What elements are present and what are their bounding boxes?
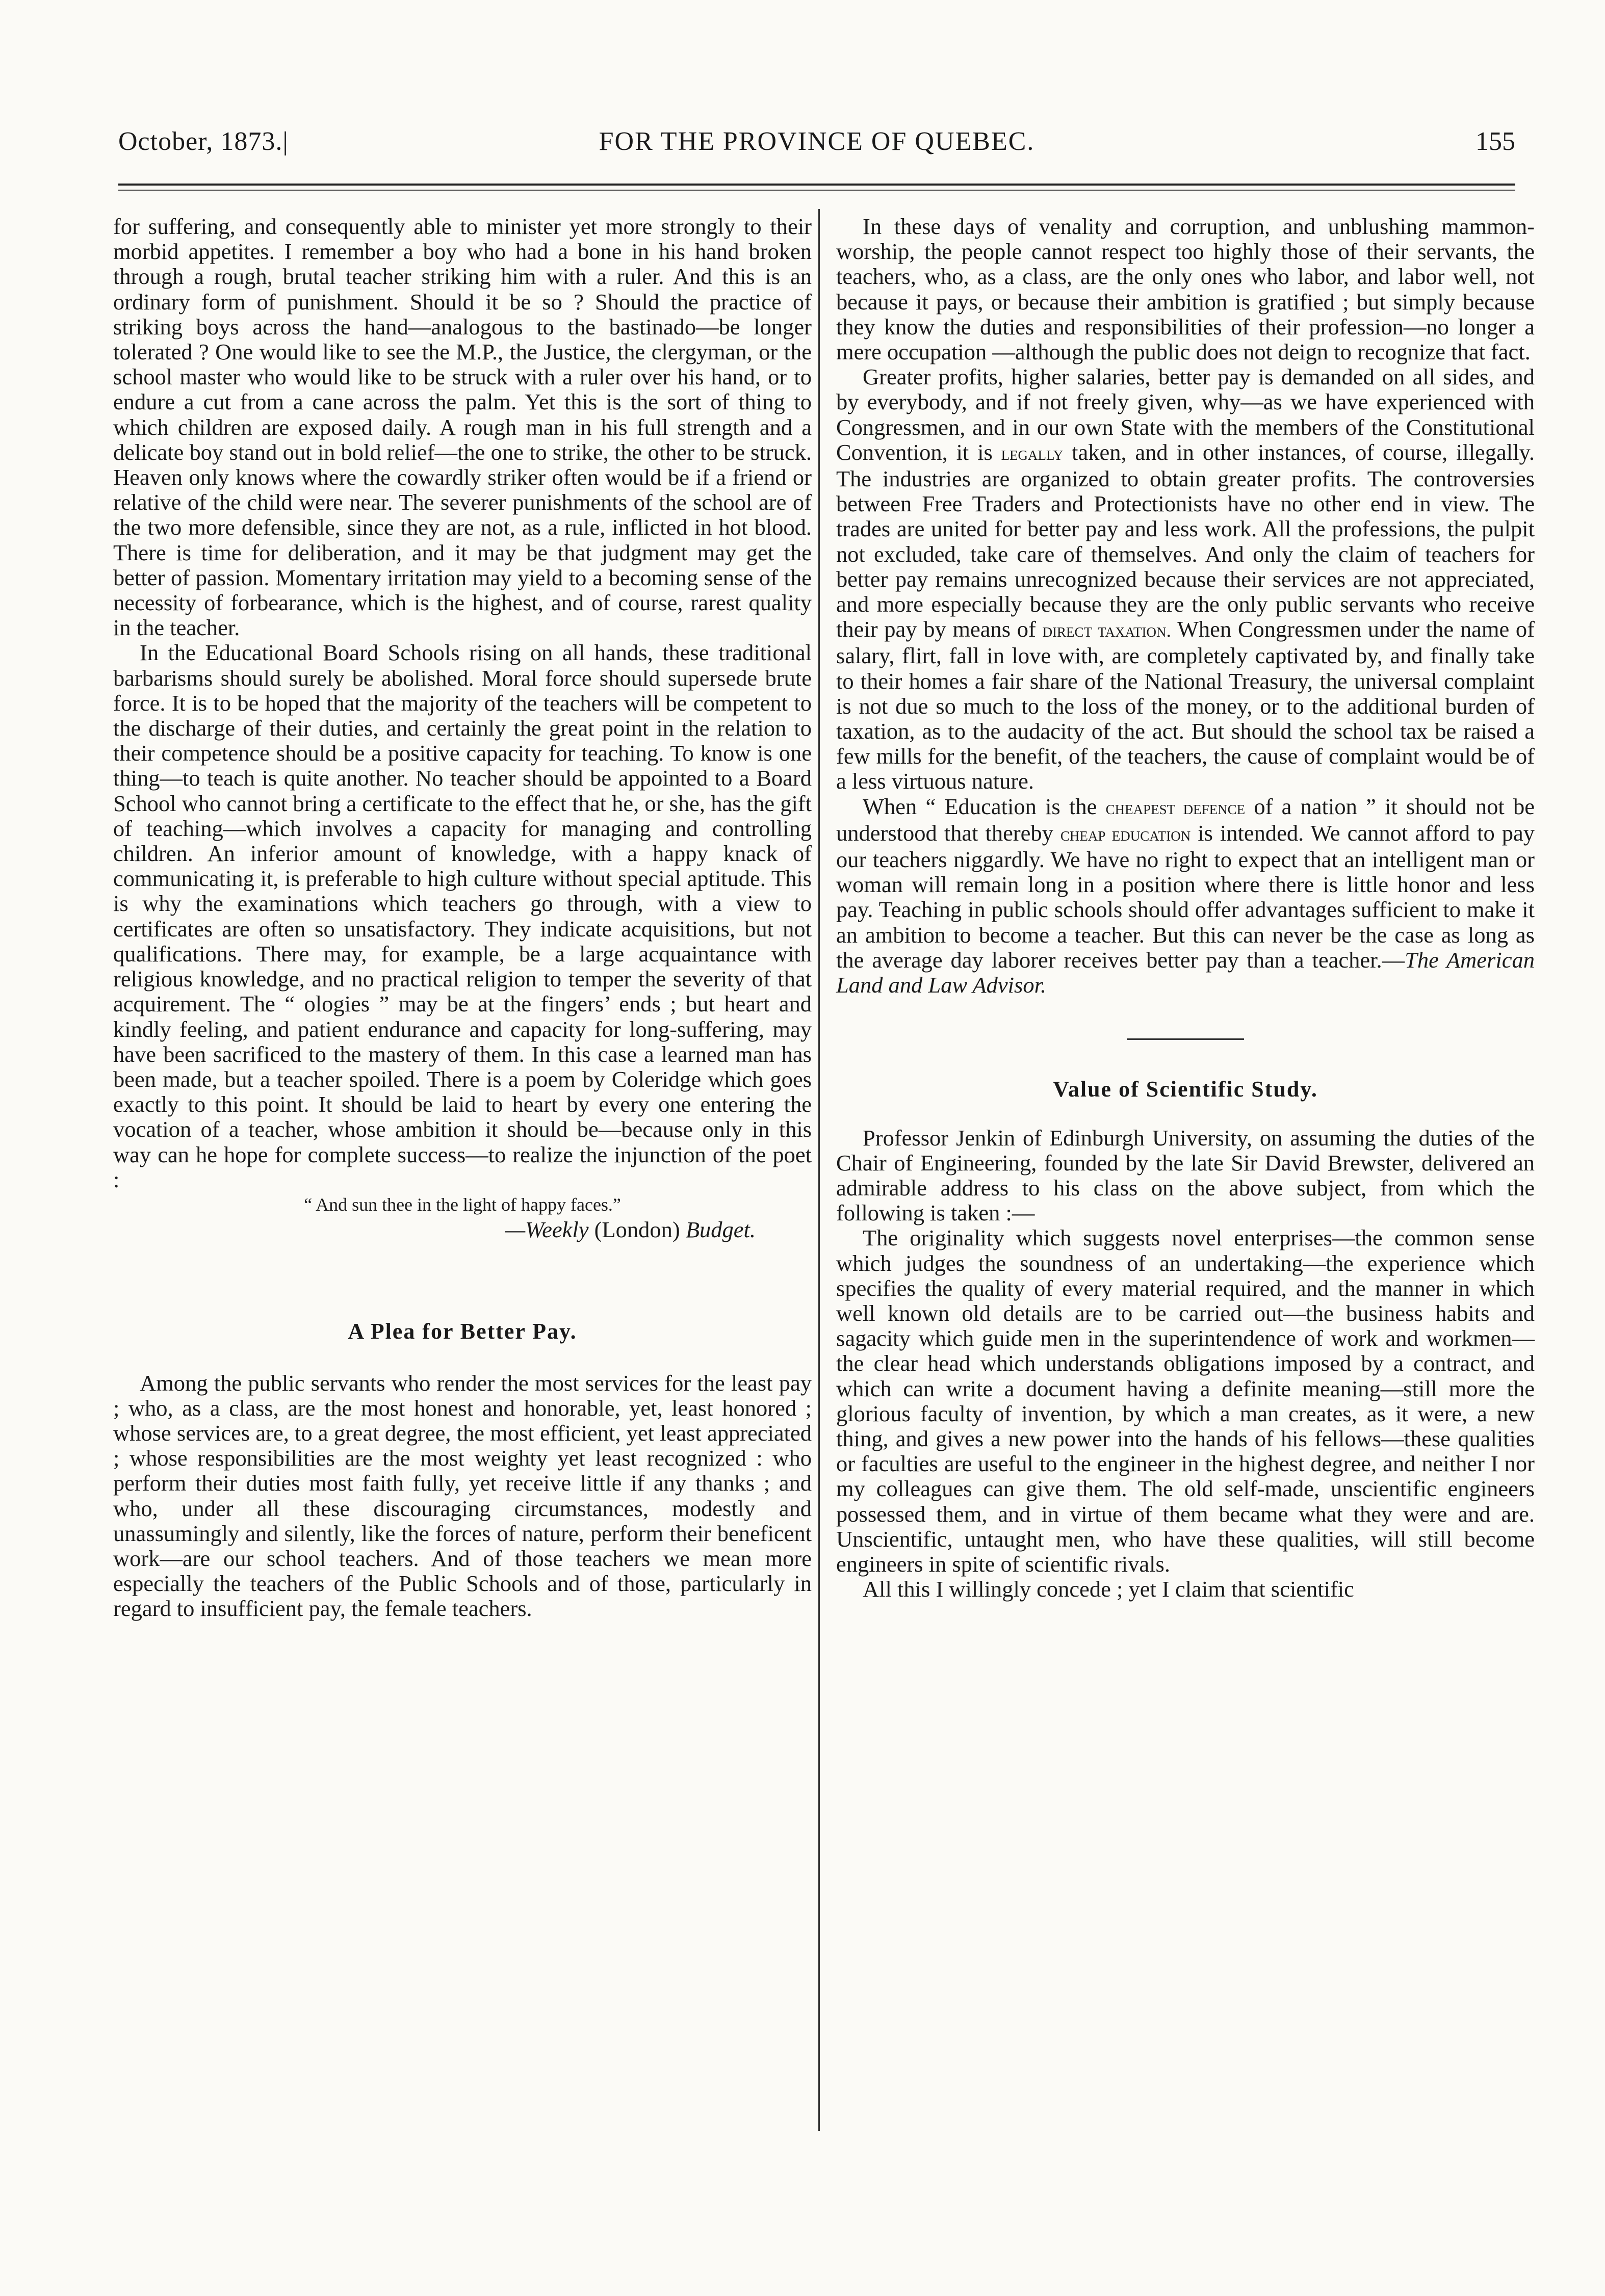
header-rule [118,184,1515,186]
small-caps-text: direct taxation. [1042,620,1171,642]
article-heading: Value of Scientific Study. [1053,1077,1318,1102]
right-column [836,214,1535,1602]
poem-quote: “ And sun thee in the light of happy faces.” [304,1194,621,1215]
article-paragraph: All this I willingly concede ; yet I claim that scientific [863,1576,1354,1602]
article-paragraph: The originality which suggests novel enterprises—the common sense which judges the soundness of an undertaking—the experience which specifies the quality of every material required, and the manner in which well known old details are to be carried out—the business habits and sagacity which guide men in the superintendence of work and workmen—the clear head which understands obligations imposed by a contract, and which can write a document having a definite meaning—still more the glorious faculty of invention, by which a man creates, as it were, a new thing, and gives a new power into the hands of his fellows—these qualities or faculties are useful to the engineer in the highest degree, and neither I nor my colleagues can give them. The old self-made, unscientific engineers possessed them, and in virtue of them became what they were and are. Unscientific, untaught men, who have these qualities, will still become engineers in spite of scientific rivals. [836,1225,1535,1577]
source-attribution [113,1217,812,1242]
small-caps-text: legally [1001,442,1064,464]
small-caps-text: cheap education [1060,823,1191,845]
text-run: taken, and in other instances, of course, illegally. The industries are organized to obtain greater profits. The controversies between Free Traders and Protectionists have no other end in view. The trades are united for better pay and less work. All the professions, the pulpit not excluded, take care of themselves. And only the claim of teachers for better pay remains unrecognized because their services are not appreciated, and more especially because they are the only public servants who receive their pay by means of [836,439,1535,642]
article-paragraph: for suffering, and consequently able to minister yet more strongly to their morbid appetites. I remember a boy who had a bone in his hand broken through a rough, brutal teacher striking him with a ruler. And this is an ordinary form of punishment. Should it be so ? Should the practice of striking boys across the hand—analogous to the bastinado—be longer tolerated ? One would like to see the M.P., the Justice, the clergyman, or the school master who would like to be struck with a ruler over his hand, or to endure a cut from a cane across the palm. Yet this is the sort of thing to which children are exposed daily. A rough man in his full strength and a delicate boy stand out in bold relief—the one to strike, the other to be struck. Heaven only knows where the cowardly striker often would be if a friend or relative of the child were near. The severer punishments of the school are of the two more defensible, since they are not, as a rule, inflicted in hot blood. There is time for deliberation, and it may be that judgment may get the better of passion. Momentary irritation may yield to a becoming sense of the necessity of forbearance, which is the highest, and of course, rarest quality in the teacher. [113,214,812,641]
text-run: Greater profits, higher salaries, better pay is demanded on all sides, and by everybody, and if not freely given, why—as we have experienced with Congressmen, and in our own State with the members of the Constitutional Convention, it is [836,364,1535,465]
attribution-part: —Weekly [505,1217,589,1243]
article-heading: A Plea for Better Pay. [348,1319,577,1344]
attribution-part: (London) [594,1217,680,1243]
source-attribution: The American Land and Law Advisor. [836,947,1535,998]
article-paragraph [836,794,1535,998]
header-date: October, 1873.| [118,127,289,156]
article-paragraph: Professor Jenkin of Edinburgh University, on assuming the duties of the Chair of Engineering, founded by the late Sir David Brewster, delivered an admirable address to his class on the above subject, from which the following is taken :— [836,1125,1535,1226]
header-rule-thin [118,190,1515,191]
left-column [113,214,812,1622]
article-paragraph: In the Educational Board Schools rising on all hands, these traditional barbarisms should surely be abolished. Moral force should supersede brute force. It is to be hoped that the majority of the teachers will be competent to the discharge of their duties, and certainly the great point in the relation to their competence should be a positive capacity for teaching. To know is one thing—to teach is quite another. No teacher should be appointed to a Board School who cannot bring a certificate to the effect that he, or she, has the gift of teaching—which involves a capacity for managing and controlling children. An inferior amount of knowledge, with a happy knack of communicating it, is preferable to high culture without special aptitude. This is why the examinations which teachers go through, with a view to certificates are often so unsatisfactory. They indicate acquisitions, but not qualifications. There may, for example, be a large acquaintance with religious knowledge, and no practical religion to temper the severity of that acquirement. The “ ologies ” may be at the fingers’ ends ; but heart and kindly feeling, and patient endurance and capacity for long-suffering, may have been sacrificed to the mastery of them. In this case a learned man has been made, but a teacher spoiled. There is a poem by Coleridge which goes exactly to this point. It should be laid to heart by every one entering the vocation of a teacher, whose ambition it should be—because only in this way can he hope for complete success—to realize the injunction of the poet : [113,640,812,1192]
small-caps-text: cheapest defence [1105,797,1246,819]
article-paragraph [836,364,1535,794]
text-run: When Congressmen under the name of salary, flirt, fall in love with, are completely captivated by, and finally take to their homes a fair share of the National Treasury, the universal complaint is not due so much to the loss of the money, or to the additional burden of taxation, as to the audacity of the act. But should the school tax be raised a few mills for the benefit, of the teachers, the cause of complaint would be of a less virtuous nature. [836,616,1535,794]
page-header [118,126,1515,167]
text-run: is intended. We cannot afford to pay our teachers niggardly. We have no right to expect that an intelligent man or woman will remain long in a position where there is little honor and less pay. Teaching in public schools should offer advantages sufficient to make it an ambition to become a teacher. But this can never be the case as long as the average day laborer receives better pay than a teacher.— [836,820,1535,973]
column-divider [818,209,820,2131]
attribution-part: Budget. [685,1217,756,1243]
article-paragraph: Among the public servants who render the most services for the least pay ; who, as a class, are the most honest and honorable, yet, least honored ; whose services are, to a great degree, the most efficient, yet least appreciated ; whose responsibilities are the most weighty yet least recognized : who perform their duties most faith fully, yet receive little if any thanks ; and who, under all these discouraging circumstances, modestly and unassumingly and silently, like the forces of nature, perform their beneficent work—are our school teachers. And of those teachers we mean more especially the teachers of the Public Schools and of those, particularly in regard to insufficient pay, the female teachers. [113,1370,812,1622]
article-paragraph: In these days of venality and corruption, and unblushing mammon-worship, the people cannot respect too highly those of their servants, the teachers, who, as a class, are the only ones who labor, and labor well, not because it pays, or because their ambition is gratified ; but simply because they know the duties and responsibilities of their profession—no longer a mere occupation —although the public does not deign to recognize that fact. [836,214,1535,365]
text-run: of a nation ” it should not be understood that thereby [836,793,1535,846]
header-title: FOR THE PROVINCE OF QUEBEC. [599,127,1035,156]
page-number: 155 [1475,127,1515,156]
text-run: When “ Education is the [863,793,1097,819]
